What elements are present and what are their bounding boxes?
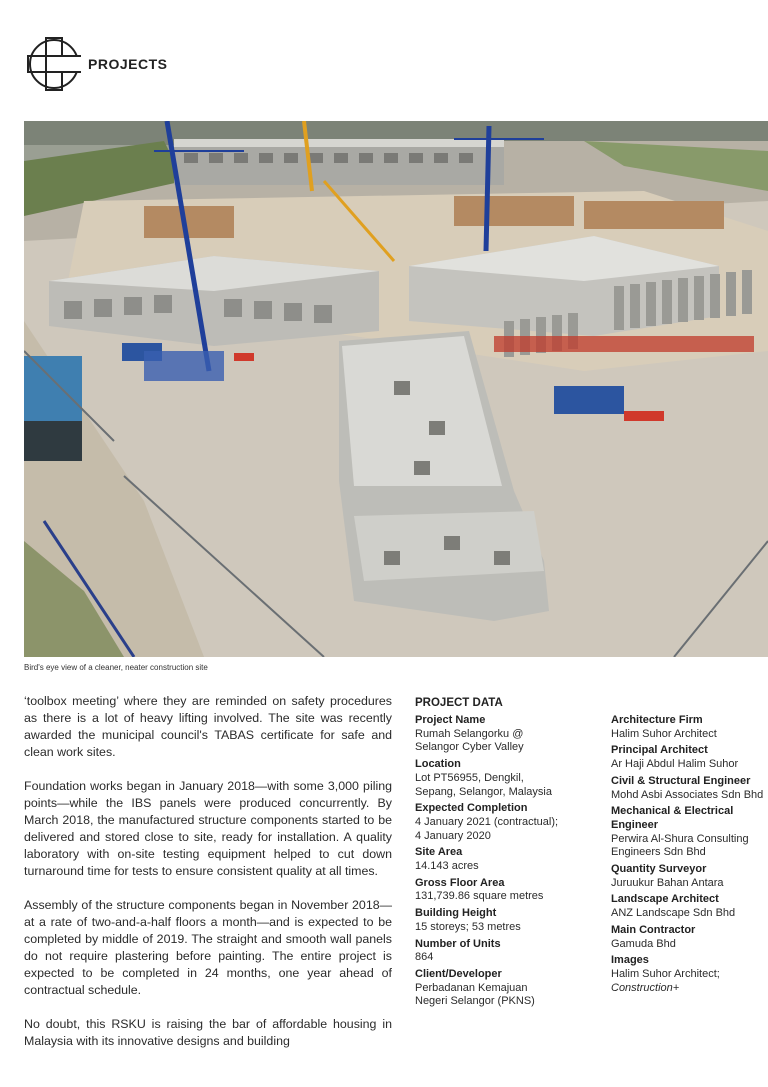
field-value: 14.143 acres bbox=[415, 860, 479, 873]
field-value: ANZ Landscape Sdn Bhd bbox=[611, 907, 736, 920]
field-label: Civil & Structural Engineer bbox=[611, 774, 751, 787]
field-label: Architecture Firm bbox=[611, 714, 703, 726]
data-field-principal-architect bbox=[611, 744, 768, 771]
data-field-building-height bbox=[415, 907, 595, 934]
data-field-landscape-architect bbox=[611, 893, 768, 920]
field-label: Quantity Surveyor bbox=[611, 863, 707, 876]
data-field-civil-structural-engineer bbox=[611, 775, 768, 802]
page-header bbox=[24, 36, 167, 92]
field-value: Ar Haji Abdul Halim Suhor bbox=[611, 758, 739, 771]
article-body bbox=[24, 693, 392, 1067]
field-value: 4 January 2021 (contractual); 4 January 2020 bbox=[415, 815, 559, 842]
project-data-column-2 bbox=[611, 714, 768, 998]
data-field-client-developer bbox=[415, 968, 595, 1009]
field-value-italic: Construction+ bbox=[611, 981, 680, 994]
field-value: Mohd Asbi Associates Sdn Bhd bbox=[611, 788, 764, 801]
data-field-expected-completion bbox=[415, 802, 595, 843]
field-value: Lot PT56955, Dengkil, Sepang, Selangor, Malaysia bbox=[415, 771, 552, 798]
body-paragraph: Assembly of the structure components began in November 2018—at a rate of two-and-a-half floors a month—and is expected to be completed by middle of 2019. The straight and smooth wall panels do not require plastering before painting. The entire project is expected to be completed in 24 months, one year ahead of contractual schedule. bbox=[24, 898, 392, 997]
data-field-location bbox=[415, 758, 595, 799]
field-label: Location bbox=[415, 758, 461, 771]
field-label: Site Area bbox=[415, 846, 463, 859]
photo-caption: Bird's eye view of a cleaner, neater construction site bbox=[24, 663, 208, 672]
field-value: Gamuda Bhd bbox=[611, 937, 676, 950]
data-field-mechanical-electrical-engineer bbox=[611, 805, 768, 860]
field-value: 15 storeys; 53 metres bbox=[415, 920, 521, 933]
field-label: Mechanical & Electrical Engineer bbox=[611, 805, 734, 831]
field-label: Project Name bbox=[415, 714, 486, 726]
field-value: Perwira Al-Shura Consulting Engineers Sdn Bhd bbox=[611, 832, 749, 859]
field-label: Landscape Architect bbox=[611, 893, 719, 906]
project-data-title: PROJECT DATA bbox=[415, 697, 503, 709]
data-field-main-contractor bbox=[611, 924, 768, 951]
field-value: Halim Suhor Architect bbox=[611, 727, 717, 740]
project-data-column-1 bbox=[415, 714, 595, 1012]
field-label: Main Contractor bbox=[611, 923, 696, 936]
field-value: 864 bbox=[415, 951, 434, 964]
field-value: Juruukur Bahan Antara bbox=[611, 876, 724, 889]
field-label: Number of Units bbox=[415, 937, 501, 950]
field-value: 131,739.86 square metres bbox=[415, 890, 544, 903]
field-value: Halim Suhor Architect; bbox=[611, 967, 720, 980]
field-value: Perbadanan Kemajuan Negeri Selangor (PKNS) bbox=[415, 981, 535, 1008]
field-label: Client/Developer bbox=[415, 967, 502, 980]
field-label: Principal Architect bbox=[611, 744, 708, 757]
data-field-quantity-surveyor bbox=[611, 863, 768, 890]
field-label: Building Height bbox=[415, 907, 497, 920]
data-field-architecture-firm bbox=[611, 714, 768, 741]
data-field-gross-floor-area bbox=[415, 877, 595, 904]
field-label: Expected Completion bbox=[415, 802, 528, 815]
section-label: PROJECTS bbox=[88, 56, 168, 72]
body-paragraph: No doubt, this RSKU is raising the bar of affordable housing in Malaysia with its innovative designs and building bbox=[24, 1017, 392, 1048]
field-label: Gross Floor Area bbox=[415, 876, 505, 889]
body-paragraph: Foundation works began in January 2018—with some 3,000 piling points—while the IBS panels were produced concurrently. By March 2018, the manufactured structure components started to be delivered and stored close to site, ready for installation. A quality laboratory with on-site testing equipment helped to cut down turnaround time for tests to ensure consistent quality at all times. bbox=[24, 779, 392, 878]
field-value: Rumah Selangorku @ Selangor Cyber Valley bbox=[415, 727, 524, 754]
construction-plus-logo-icon bbox=[24, 36, 84, 92]
data-field-number-of-units bbox=[415, 938, 595, 965]
data-field-images bbox=[611, 954, 768, 995]
construction-site-photo bbox=[24, 121, 768, 657]
data-field-project-name bbox=[415, 714, 595, 755]
field-label: Images bbox=[611, 954, 649, 967]
data-field-site-area bbox=[415, 846, 595, 873]
body-paragraph: ‘toolbox meeting’ where they are reminded on safety procedures as there is a lot of heavy lifting involved. The site was recently awarded the municipal council's TABAS certificate for safe and clean work sites. bbox=[24, 694, 392, 759]
